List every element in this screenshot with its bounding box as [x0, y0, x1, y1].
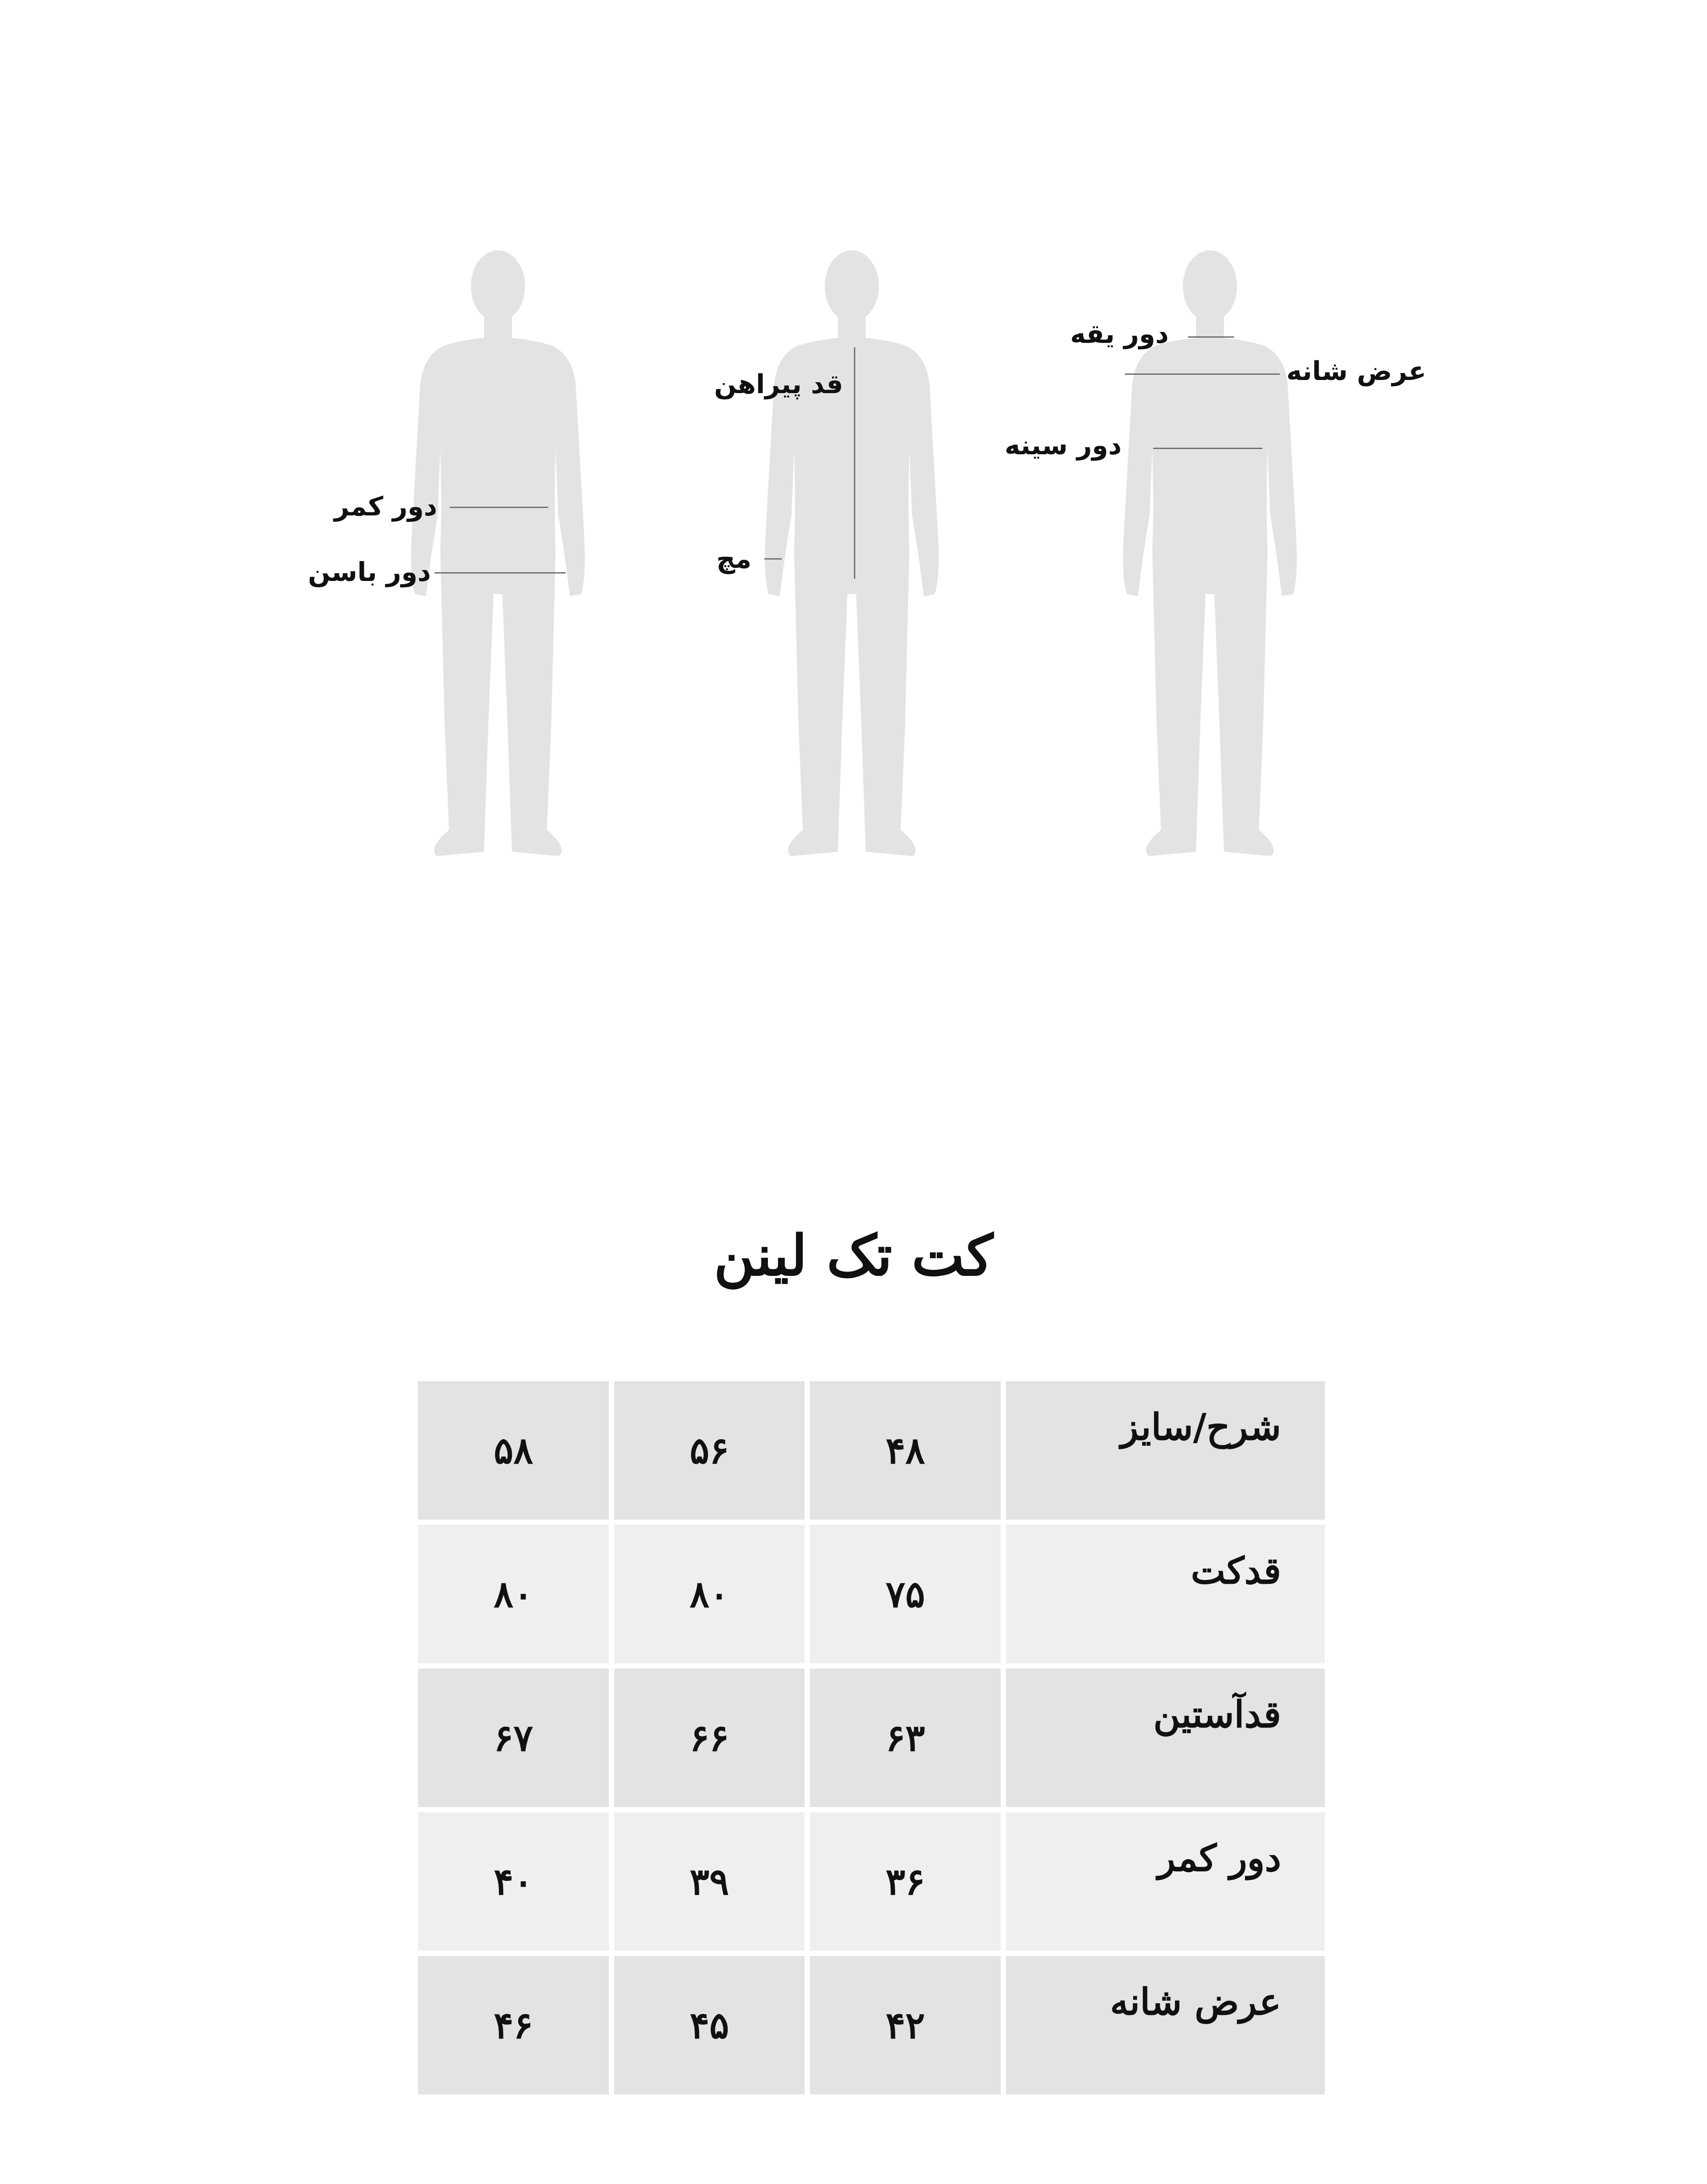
shirt-length-label: قد پیراهن — [714, 369, 843, 400]
wrist-measure-line — [764, 558, 782, 560]
row-label: قدآستین — [1006, 1669, 1325, 1807]
table-cell: ۵۶ — [614, 1381, 805, 1520]
shirt-length-measure-line — [854, 347, 855, 579]
table-cell: ۶۳ — [810, 1669, 1001, 1807]
measurement-figures — [0, 0, 1707, 917]
table-cell: ۶۶ — [614, 1669, 805, 1807]
table-row — [418, 1956, 1325, 2094]
product-title: کت تک لینن — [714, 1223, 993, 1289]
hip-measure-line — [435, 572, 566, 574]
chest-measure-line — [1153, 448, 1262, 449]
table-cell: ۴۲ — [810, 1956, 1001, 2094]
shoulder-label: عرض شانه — [1286, 356, 1427, 387]
row-label: عرض شانه — [1006, 1956, 1325, 2094]
chest-label: دور سینه — [1005, 430, 1122, 461]
table-cell: ۸۰ — [418, 1525, 609, 1663]
waist-measure-line — [450, 507, 548, 508]
body-silhouette-side — [747, 245, 957, 865]
row-label: قدکت — [1006, 1525, 1325, 1663]
table-row — [418, 1381, 1325, 1520]
table-cell: ۶۷ — [418, 1669, 609, 1807]
collar-measure-line — [1188, 336, 1234, 338]
wrist-label: مچ — [716, 544, 752, 574]
table-row — [418, 1812, 1325, 1951]
table-cell: ۳۹ — [614, 1812, 805, 1951]
table-cell: ۳۶ — [810, 1812, 1001, 1951]
row-label: شرح/سایز — [1006, 1381, 1325, 1520]
table-row — [418, 1669, 1325, 1807]
table-cell: ۴۰ — [418, 1812, 609, 1951]
shoulder-measure-line — [1125, 373, 1280, 375]
table-cell: ۴۵ — [614, 1956, 805, 2094]
body-silhouette-back — [393, 245, 603, 865]
hip-label: دور باسن — [308, 557, 431, 587]
waist-label: دور کمر — [334, 491, 437, 522]
size-table — [413, 1376, 1330, 2100]
table-row — [418, 1525, 1325, 1663]
table-cell: ۷۵ — [810, 1525, 1001, 1663]
collar-label: دور یقه — [1070, 319, 1169, 349]
row-label: دور کمر — [1006, 1812, 1325, 1951]
table-cell: ۴۸ — [810, 1381, 1001, 1520]
table-cell: ۴۶ — [418, 1956, 609, 2094]
table-cell: ۵۸ — [418, 1381, 609, 1520]
table-cell: ۸۰ — [614, 1525, 805, 1663]
